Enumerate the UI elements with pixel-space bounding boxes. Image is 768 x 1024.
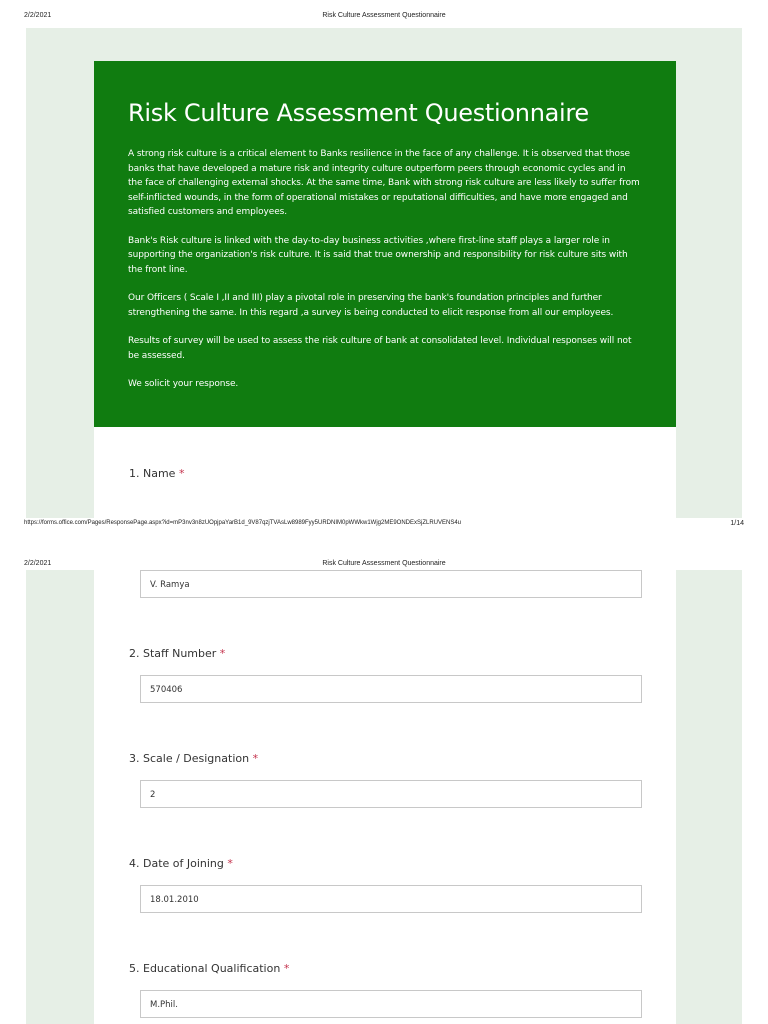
question-staff-number-label xyxy=(129,647,225,660)
question-name-label xyxy=(129,467,184,480)
form-description-paragraph: Bank's Risk culture is linked with the day-to-day business activities ,where first-line staff plays a larger role in supporting the organization's risk culture. It is said that true ownership and responsibility for risk culture sits with the front line. xyxy=(128,235,628,275)
form-description-paragraph: We solicit your response. xyxy=(128,379,239,389)
print-date: 2/2/2021 xyxy=(24,12,52,19)
form-card xyxy=(94,570,676,1024)
question-scale-designation-label xyxy=(129,752,258,765)
form-description-paragraph: Results of survey will be used to assess the risk culture of bank at consolidated level. Individual responses will not be assessed. xyxy=(128,336,632,361)
print-footer xyxy=(0,520,768,532)
question-label: 3. Scale / Designation xyxy=(129,752,250,765)
print-header xyxy=(0,12,768,24)
print-page-2 xyxy=(0,548,768,1024)
required-star: * xyxy=(219,647,226,660)
question-label: 4. Date of Joining xyxy=(129,857,224,870)
print-doc-title: Risk Culture Assessment Questionnaire xyxy=(322,560,446,567)
scale-designation-input[interactable]: 2 xyxy=(140,780,642,808)
print-doc-title: Risk Culture Assessment Questionnaire xyxy=(322,12,446,19)
required-star: * xyxy=(227,857,233,870)
name-input[interactable]: V. Ramya xyxy=(140,570,642,598)
print-date: 2/2/2021 xyxy=(24,560,52,567)
form-description-paragraph: Our Officers ( Scale I ,II and III) play a pivotal role in preserving the bank's foundation principles and further strengthening the same. In this regard ,a survey is being conducted to elicit response from all our employees. xyxy=(128,293,614,318)
question-label: 2. Staff Number xyxy=(129,647,217,660)
required-star: * xyxy=(283,962,290,975)
print-page-number: 1/14 xyxy=(730,520,744,527)
question-label: 5. Educational Qualification xyxy=(129,962,281,975)
form-header-banner xyxy=(94,61,676,427)
date-of-joining-input[interactable]: 18.01.2010 xyxy=(140,885,642,913)
page-break xyxy=(0,538,768,548)
required-star: * xyxy=(178,467,185,480)
form-description-paragraph: A strong risk culture is a critical element to Banks resilience in the face of any challenge. It is observed that those banks that have developed a mature risk and integrity culture outperform peers through economic cycles and in the face of challenging external shocks. At the same time, Bank with strong risk culture are less likely to suffer from self-inflicted wounds, in the form of operational mistakes or reputational difficulties, and have more engaged and satisfied customers and employees. xyxy=(128,149,640,217)
form-card xyxy=(94,61,676,518)
form-title: Risk Culture Assessment Questionnaire xyxy=(128,99,589,127)
educational-qualification-input[interactable]: M.Phil. xyxy=(140,990,642,1018)
question-date-of-joining-label xyxy=(129,857,233,870)
staff-number-input[interactable]: 570406 xyxy=(140,675,642,703)
required-star: * xyxy=(252,752,259,765)
question-educational-qualification-label xyxy=(129,962,289,975)
print-url: https://forms.office.com/Pages/ResponsePage.aspx?id=mP3nv3n8zUOpjpaYarB1d_9V87qzjTVAsLw8989Fyy5URDNIM0pWWkw1Wjg2ME9ONDExSjZLRUVENS4u xyxy=(24,520,462,526)
question-label: 1. Name xyxy=(129,467,176,480)
